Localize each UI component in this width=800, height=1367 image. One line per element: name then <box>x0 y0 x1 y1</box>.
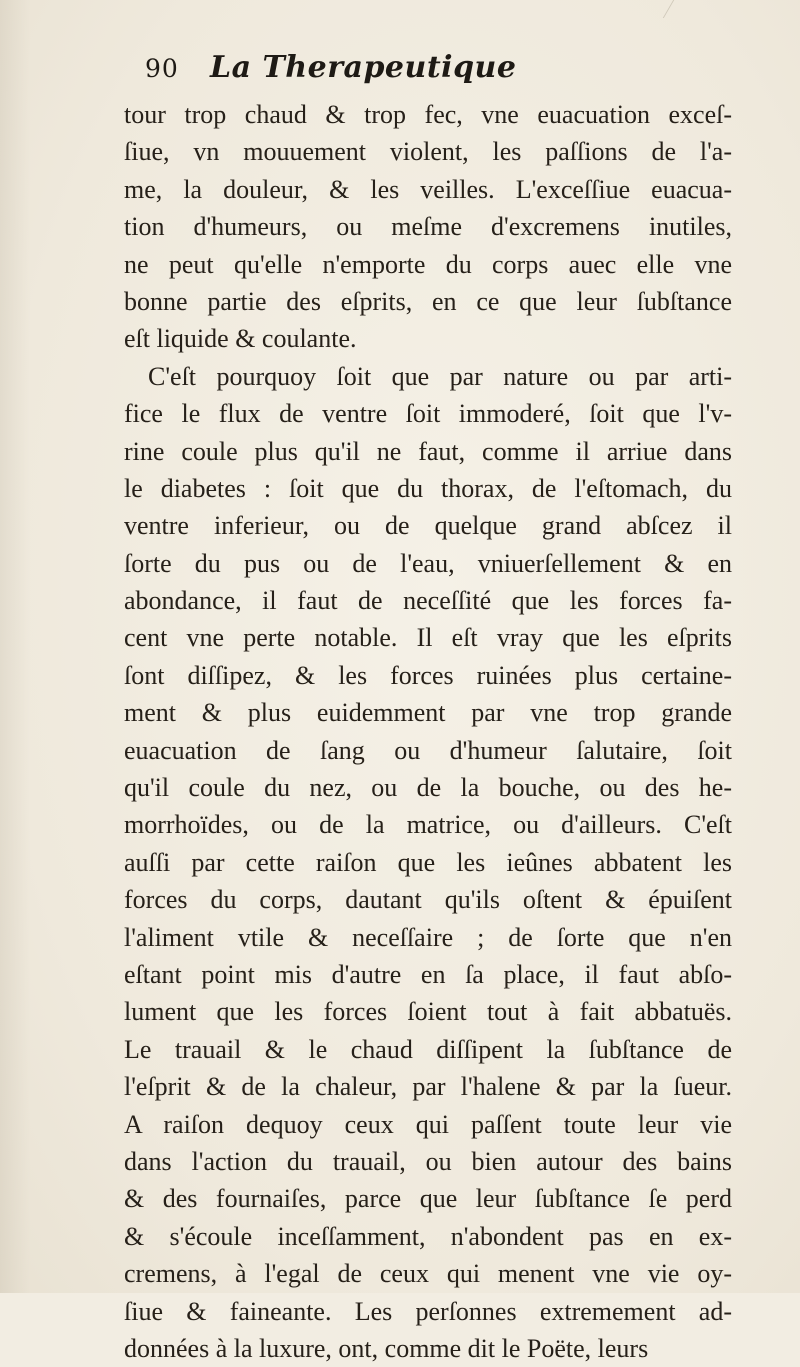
text-line: ſiue, vn mouuement violent, les paſſions de l'a- <box>124 137 732 167</box>
text-line: fice le flux de ventre ſoit immoderé, ſoit que l'v- <box>124 399 732 429</box>
text-line: C'eſt pourquoy ſoit que par nature ou par arti- <box>148 361 732 391</box>
text-line: & s'écoule inceſſamment, n'abondent pas en ex- <box>124 1221 732 1251</box>
text-line: morrhoïdes, ou de la matrice, ou d'ailleurs. C'eſt <box>124 810 732 840</box>
text-line: Le trauail & le chaud diſſipent la ſubſtance de <box>124 1034 732 1064</box>
text-line: dans l'action du trauail, ou bien autour des bains <box>124 1146 732 1176</box>
text-line: forces du corps, dautant qu'ils oſtent & épuiſent <box>124 885 732 915</box>
text-line: auſſi par cette raiſon que les ieûnes abbatent les <box>124 847 732 877</box>
text-line: cremens, à l'egal de ceux qui menent vne vie oy- <box>124 1259 732 1289</box>
page-header <box>145 50 705 100</box>
text-line: A raiſon dequoy ceux qui paſſent toute leur vie <box>124 1109 732 1139</box>
text-line: rine coule plus qu'il ne faut, comme il arriue dans <box>124 436 732 466</box>
text-line: ventre inferieur, ou de quelque grand abſcez il <box>124 511 732 541</box>
text-line: & des fournaiſes, parce que leur ſubſtance ſe perd <box>124 1184 732 1214</box>
text-line: ment & plus euidemment par vne trop grande <box>124 698 732 728</box>
text-line: eſtant point mis d'autre en ſa place, il faut abſo- <box>124 959 732 989</box>
text-line: le diabetes : ſoit que du thorax, de l'eſtomach, du <box>124 473 732 503</box>
text-line: euacuation de ſang ou d'humeur ſalutaire, ſoit <box>124 735 732 765</box>
text-line: ſorte du pus ou de l'eau, vniuerſellement & en <box>124 548 732 578</box>
text-line: l'aliment vtile & neceſſaire ; de ſorte que n'en <box>124 922 732 952</box>
text-line: me, la douleur, & les veilles. L'exceſſiue euacua- <box>124 174 732 204</box>
text-line: données à la luxure, ont, comme dit le Poëte, leurs <box>124 1333 649 1363</box>
text-line: bonne partie des eſprits, en ce que leur ſubſtance <box>124 286 732 316</box>
running-title: La Therapeutique <box>210 50 517 85</box>
page-edge-shadow <box>0 0 30 1293</box>
paper-fold-mark <box>663 0 700 18</box>
text-line: ſont diſſipez, & les forces ruinées plus certaine- <box>124 660 732 690</box>
text-line: qu'il coule du nez, ou de la bouche, ou des he- <box>124 773 732 803</box>
text-line: cent vne perte notable. Il eſt vray que les eſprits <box>124 623 732 653</box>
text-line: ſiue & faineante. Les perſonnes extremement ad- <box>124 1296 732 1326</box>
text-line: abondance, il faut de neceſſité que les forces fa- <box>124 586 732 616</box>
text-line: lument que les forces ſoient tout à fait abbatuës. <box>124 997 732 1027</box>
text-line: eſt liquide & coulante. <box>124 324 357 354</box>
body-text <box>124 96 744 1367</box>
text-line: l'eſprit & de la chaleur, par l'halene & par la ſueur. <box>124 1072 732 1102</box>
text-line: tour trop chaud & trop fec, vne euacuation exceſ- <box>124 100 732 129</box>
text-line: tion d'humeurs, ou meſme d'excremens inutiles, <box>124 212 732 242</box>
text-line: ne peut qu'elle n'emporte du corps auec elle vne <box>124 249 732 279</box>
page-number: 90 <box>145 54 179 83</box>
